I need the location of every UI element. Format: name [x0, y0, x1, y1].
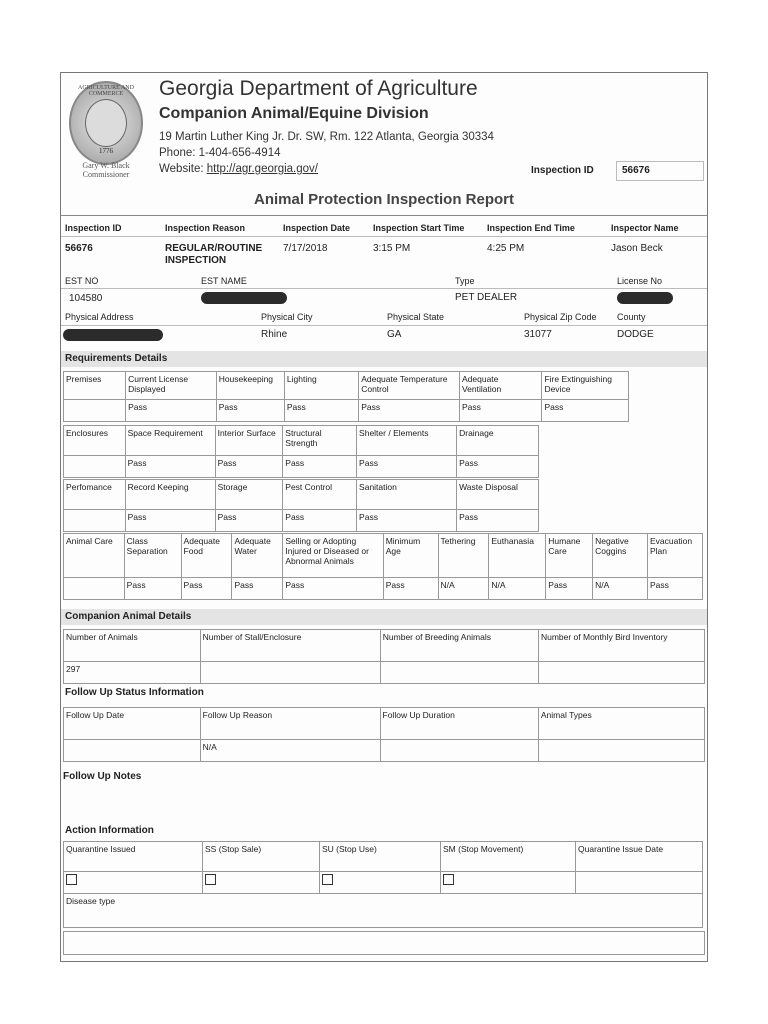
companion-value: 297: [64, 662, 201, 684]
req-item: Pest Control: [283, 480, 357, 510]
seal-year: 1776: [99, 147, 113, 155]
req-result: Pass: [126, 400, 217, 422]
animal-care-table: [63, 533, 703, 600]
req-result: Pass: [283, 578, 383, 600]
action-section-title: Action Information: [65, 825, 154, 836]
req-result: Pass: [124, 578, 181, 600]
req-item: Adequate Temperature Control: [359, 372, 460, 400]
req-result: Pass: [542, 400, 629, 422]
req-item: Shelter / Elements: [357, 426, 457, 456]
req-item: Adequate Food: [181, 534, 232, 578]
req-item: Adequate Water: [232, 534, 283, 578]
label-inspection-id: Inspection ID: [65, 223, 122, 233]
stop-sale-checkbox[interactable]: [205, 874, 216, 885]
followup-value: [538, 740, 704, 762]
followup-label: Follow Up Reason: [200, 708, 380, 740]
value-start-time: 3:15 PM: [373, 243, 411, 254]
label-physical-address: Physical Address: [65, 312, 134, 322]
req-result: Pass: [546, 578, 593, 600]
value-inspection-id: 56676: [65, 243, 93, 254]
followup-label: Follow Up Duration: [380, 708, 538, 740]
followup-section-title: Follow Up Status Information: [65, 687, 204, 698]
req-item: Selling or Adopting Injured or Diseased or Abnormal Animals: [283, 534, 383, 578]
companion-value: [538, 662, 704, 684]
action-label: SS (Stop Sale): [203, 842, 320, 872]
label-start-time: Inspection Start Time: [373, 223, 465, 233]
commissioner-name: Gary W. Black Commissioner: [82, 161, 130, 179]
label-est-name: EST NAME: [201, 276, 247, 286]
req-result: Pass: [232, 578, 283, 600]
website-label: Website:: [159, 163, 207, 175]
phone-line: Phone: 1-404-656-4914: [159, 147, 281, 159]
req-result: Pass: [215, 510, 283, 532]
seal-text: AGRICULTURE AND COMMERCE: [78, 85, 134, 97]
website-line: [159, 161, 494, 177]
requirements-section-title: Requirements Details: [65, 353, 168, 364]
req-result: Pass: [125, 510, 215, 532]
action-table: [63, 841, 703, 928]
performance-head: Perfomance: [64, 480, 126, 510]
req-item: Minimum Age: [383, 534, 438, 578]
req-item: Negative Coggins: [593, 534, 648, 578]
premises-head: Premises: [64, 372, 126, 400]
req-result: N/A: [438, 578, 489, 600]
req-item: Lighting: [284, 372, 358, 400]
followup-label: Animal Types: [538, 708, 704, 740]
req-item: Humane Care: [546, 534, 593, 578]
label-inspection-date: Inspection Date: [283, 223, 351, 233]
req-item: Interior Surface: [215, 426, 283, 456]
req-result: Pass: [457, 510, 539, 532]
req-result: Pass: [283, 456, 357, 478]
value-type: PET DEALER: [455, 292, 518, 303]
report-title: Animal Protection Inspection Report: [253, 191, 515, 208]
req-item: Storage: [215, 480, 283, 510]
followup-value: [380, 740, 538, 762]
req-result: Pass: [181, 578, 232, 600]
req-result: Pass: [357, 510, 457, 532]
label-inspection-reason: Inspection Reason: [165, 223, 246, 233]
value-county: DODGE: [617, 329, 654, 340]
companion-label: Number of Monthly Bird Inventory: [538, 630, 704, 662]
followup-value: [64, 740, 201, 762]
req-result: Pass: [357, 456, 457, 478]
requirements-section-bar: [61, 351, 707, 367]
premises-table: [63, 371, 629, 422]
companion-label: Number of Stall/Enclosure: [200, 630, 380, 662]
req-item: Euthanasia: [489, 534, 546, 578]
action-label: Quarantine Issue Date: [576, 842, 703, 872]
req-result: Pass: [383, 578, 438, 600]
companion-section-bar: [61, 609, 707, 625]
companion-value: [200, 662, 380, 684]
req-result: Pass: [216, 400, 284, 422]
req-result: Pass: [284, 400, 358, 422]
req-item: Tethering: [438, 534, 489, 578]
req-result: Pass: [459, 400, 541, 422]
stop-use-checkbox[interactable]: [322, 874, 333, 885]
req-item: Waste Disposal: [457, 480, 539, 510]
value-inspection-date: 7/17/2018: [283, 243, 328, 254]
quarantine-issue-date-value: [576, 872, 703, 894]
label-license-no: License No: [617, 276, 663, 286]
req-item: Sanitation: [357, 480, 457, 510]
companion-section-title: Companion Animal Details: [65, 611, 192, 622]
redacted-license-no: [617, 292, 673, 304]
companion-label: Number of Breeding Animals: [380, 630, 538, 662]
action-label: SU (Stop Use): [320, 842, 441, 872]
label-physical-city: Physical City: [261, 312, 313, 322]
req-result: Pass: [215, 456, 283, 478]
header-inspection-id-value: 56676: [622, 165, 650, 176]
req-item: Housekeeping: [216, 372, 284, 400]
website-link[interactable]: http://agr.georgia.gov/: [206, 163, 318, 175]
req-result: Pass: [283, 510, 357, 532]
label-end-time: Inspection End Time: [487, 223, 575, 233]
req-item: Structural Strength: [283, 426, 357, 456]
contact-block: [159, 129, 494, 177]
value-physical-city: Rhine: [261, 329, 288, 340]
disease-type-value-box: [63, 931, 705, 955]
address-line: 19 Martin Luther King Jr. Dr. SW, Rm. 122 Atlanta, Georgia 30334: [159, 131, 494, 143]
enclosures-head: Enclosures: [64, 426, 126, 456]
label-physical-state: Physical State: [387, 312, 445, 322]
value-physical-state: GA: [387, 329, 402, 340]
department-title: Georgia Department of Agriculture: [159, 77, 478, 100]
division-title: Companion Animal/Equine Division: [159, 105, 429, 122]
req-result: Pass: [359, 400, 460, 422]
companion-table: [63, 629, 705, 684]
companion-value: [380, 662, 538, 684]
value-inspector-name: Jason Beck: [611, 243, 663, 254]
req-result: N/A: [593, 578, 648, 600]
companion-label: Number of Animals: [64, 630, 201, 662]
req-result: Pass: [125, 456, 215, 478]
quarantine-issued-checkbox[interactable]: [66, 874, 77, 885]
action-label: SM (Stop Movement): [441, 842, 576, 872]
redacted-physical-address: [63, 329, 163, 341]
req-item: Adequate Ventilation: [459, 372, 541, 400]
redacted-est-name: [201, 292, 287, 304]
req-item: Current License Displayed: [126, 372, 217, 400]
header-inspection-id-label: Inspection ID: [531, 165, 594, 176]
label-type: Type: [455, 276, 475, 286]
stop-movement-checkbox[interactable]: [443, 874, 454, 885]
label-inspector-name: Inspector Name: [611, 223, 679, 233]
followup-notes-title: Follow Up Notes: [63, 771, 142, 782]
req-item: Fire Extinguishing Device: [542, 372, 629, 400]
value-est-no: 104580: [69, 293, 103, 304]
req-item: Record Keeping: [125, 480, 215, 510]
req-item: Class Separation: [124, 534, 181, 578]
enclosures-table: [63, 425, 539, 478]
req-item: Space Requirement: [125, 426, 215, 456]
georgia-agriculture-seal-icon: [69, 81, 143, 165]
divider: [61, 215, 707, 216]
value-physical-zip: 31077: [524, 329, 552, 340]
req-result: Pass: [457, 456, 539, 478]
action-label: Quarantine Issued: [64, 842, 203, 872]
animal-care-head: Animal Care: [64, 534, 125, 578]
label-physical-zip: Physical Zip Code: [524, 312, 597, 322]
value-end-time: 4:25 PM: [487, 243, 525, 254]
followup-value: N/A: [200, 740, 380, 762]
followup-table: [63, 707, 705, 762]
req-item: Drainage: [457, 426, 539, 456]
req-result: Pass: [647, 578, 702, 600]
disease-type-label: Disease type: [64, 894, 703, 928]
value-inspection-reason: REGULAR/ROUTINE INSPECTION: [165, 243, 263, 266]
inspection-report-sheet: [60, 72, 708, 962]
req-item: Evacuation Plan: [647, 534, 702, 578]
label-county: County: [617, 312, 646, 322]
performance-table: [63, 479, 539, 532]
followup-label: Follow Up Date: [64, 708, 201, 740]
req-result: N/A: [489, 578, 546, 600]
label-est-no: EST NO: [65, 276, 99, 286]
